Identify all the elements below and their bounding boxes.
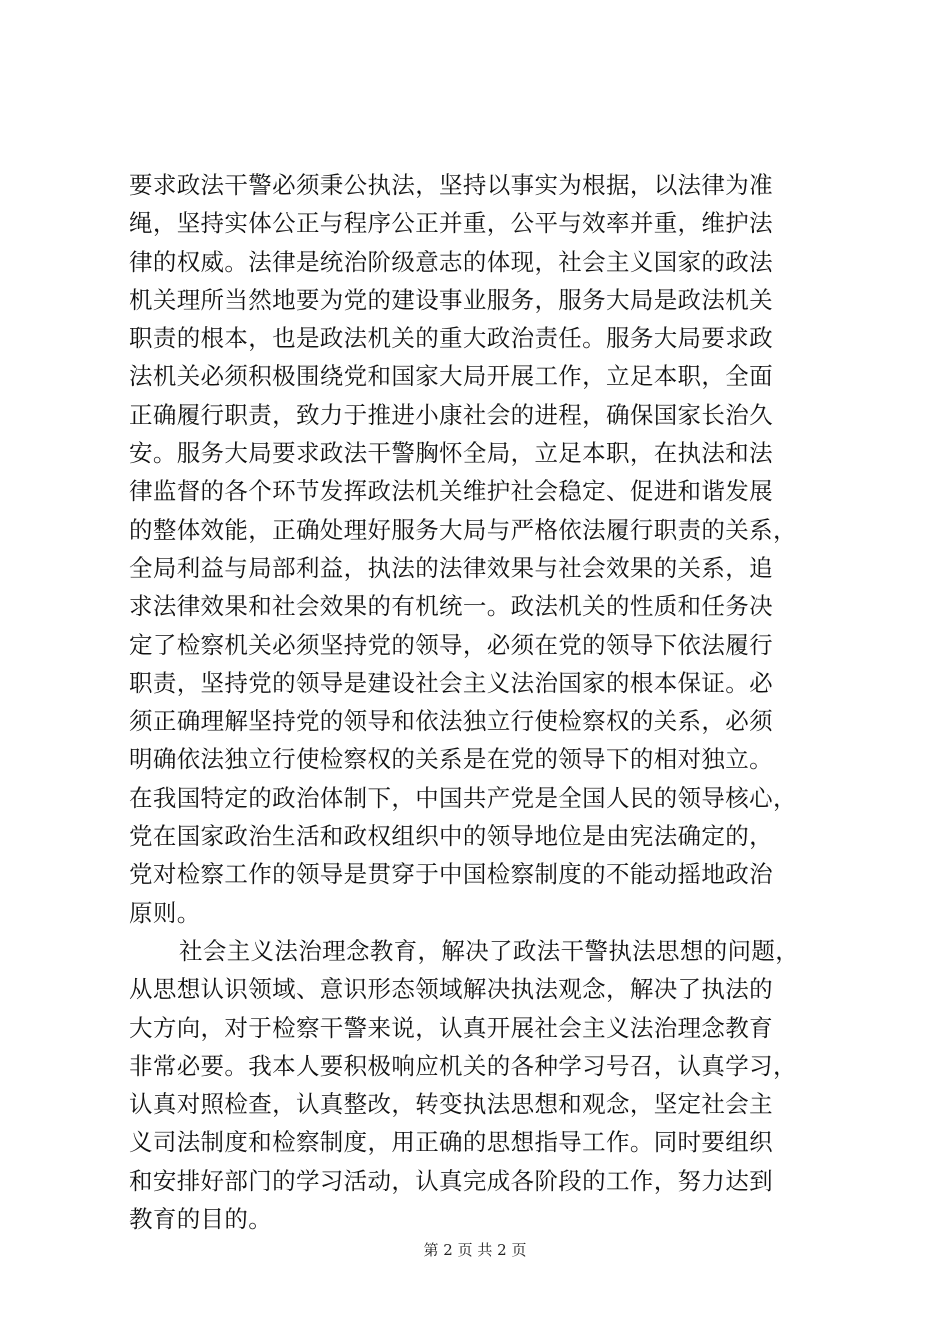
text-line: 从思想认识领域、意识形态领域解决执法观念，解决了执法的 xyxy=(129,975,773,1004)
text-line: 非常必要。我本人要积极响应机关的各种学习号召，认真学习， xyxy=(129,1051,797,1080)
text-line: 和安排好部门的学习活动，认真完成各阶段的工作，努力达到 xyxy=(129,1166,773,1195)
paragraph-1 xyxy=(129,166,849,932)
text-line: 大方向，对于检察干警来说，认真开展社会主义法治理念教育 xyxy=(129,1013,773,1042)
text-line: 绳，坚持实体公正与程序公正并重，公平与效率并重，维护法 xyxy=(129,209,773,238)
text-line: 党对检察工作的领导是贯穿于中国检察制度的不能动摇地政治 xyxy=(129,860,773,889)
text-line: 的整体效能，正确处理好服务大局与严格依法履行职责的关系， xyxy=(129,515,797,544)
text-line: 明确依法独立行使检察权的关系是在党的领导下的相对独立。 xyxy=(129,745,773,774)
text-line: 律的权威。法律是统治阶级意志的体现，社会主义国家的政法 xyxy=(129,247,773,276)
page-footer: 第 2 页 共 2 页 xyxy=(423,1241,527,1259)
text-line: 在我国特定的政治体制下，中国共产党是全国人民的领导核心， xyxy=(129,783,797,812)
text-line: 要求政法干警必须秉公执法，坚持以事实为根据，以法律为准 xyxy=(129,171,773,199)
text-line: 定了检察机关必须坚持党的领导，必须在党的领导下依法履行 xyxy=(129,630,773,659)
text-line: 党在国家政治生活和政权组织中的领导地位是由宪法确定的， xyxy=(129,822,773,851)
text-line: 教育的目的。 xyxy=(129,1205,273,1234)
paragraph-2 xyxy=(129,932,849,1238)
text-line: 职责，坚持党的领导是建设社会主义法治国家的根本保证。必 xyxy=(129,668,773,697)
text-line: 社会主义法治理念教育，解决了政法干警执法思想的问题， xyxy=(179,936,800,965)
text-line: 全局利益与局部利益，执法的法律效果与社会效果的关系，追 xyxy=(129,553,773,582)
text-line: 律监督的各个环节发挥政法机关维护社会稳定、促进和谐发展 xyxy=(129,477,773,506)
text-line: 职责的根本，也是政法机关的重大政治责任。服务大局要求政 xyxy=(129,324,773,353)
text-line: 义司法制度和检察制度，用正确的思想指导工作。同时要组织 xyxy=(129,1128,773,1157)
text-line: 求法律效果和社会效果的有机统一。政法机关的性质和任务决 xyxy=(129,592,773,621)
text-line: 机关理所当然地要为党的建设事业服务，服务大局是政法机关 xyxy=(129,285,773,314)
text-line: 认真对照检查，认真整改，转变执法思想和观念，坚定社会主 xyxy=(129,1090,773,1119)
text-line: 安。服务大局要求政法干警胸怀全局，立足本职，在执法和法 xyxy=(129,439,773,468)
text-line: 法机关必须积极围绕党和国家大局开展工作，立足本职，全面 xyxy=(129,362,773,391)
text-line: 原则。 xyxy=(129,898,201,927)
body-text xyxy=(129,166,849,1238)
text-line: 正确履行职责，致力于推进小康社会的进程，确保国家长治久 xyxy=(129,400,773,429)
text-line: 须正确理解坚持党的领导和依法独立行使检察权的关系，必须 xyxy=(129,707,773,736)
